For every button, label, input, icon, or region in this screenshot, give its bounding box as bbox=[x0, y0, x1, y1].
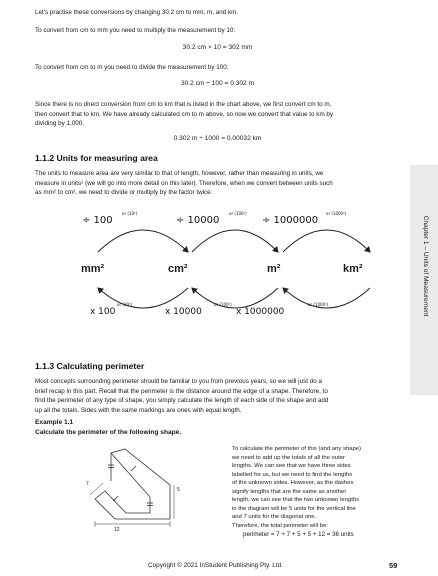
explain-line: we need to add up the totals of all the outer bbox=[232, 454, 345, 461]
unit-cm2: cm² bbox=[168, 263, 188, 275]
area-line-1: The units to measure area are very similar to that of length, however, rather than measuring in units, we bbox=[35, 170, 324, 177]
explain-line: and 7 units for the diagonal one. bbox=[232, 514, 317, 520]
explain-line: in the diagram will be 5 units for the vertical line bbox=[232, 505, 356, 512]
explain-line: of the unknown sides. However, as the dashes bbox=[232, 480, 354, 486]
note-divide-10000: or (100²) bbox=[229, 211, 247, 216]
explain-line: signify lengths that are the same as another bbox=[232, 488, 347, 495]
arrow-mm2-to-cm2 bbox=[98, 230, 188, 252]
note-multiply-1000000: or (1000²) bbox=[308, 302, 329, 307]
arrow-m2-to-cm2 bbox=[192, 288, 278, 308]
label-multiply-10000: x 10000 bbox=[165, 307, 202, 317]
note-divide-1000000: or (1000²) bbox=[326, 211, 347, 216]
unit-m2: m² bbox=[267, 263, 281, 275]
page-number: 59 bbox=[389, 561, 398, 570]
equation-cm-to-mm: 30.2 cm × 10 = 302 mm bbox=[182, 44, 253, 51]
label-multiply-1000000: x 1000000 bbox=[236, 307, 285, 317]
explain-line: Therefore, the total perimeter will be: bbox=[232, 522, 328, 529]
shape-label-vertical: 5 bbox=[177, 487, 180, 493]
perimeter-line-4: up all the totals. Sides with the same markings are ones with equal length. bbox=[35, 406, 242, 414]
explain-line: length, we can see that the two unknown lengths bbox=[232, 497, 360, 503]
perimeter-line-3: find the perimeter of any type of shape, you simply calculate the length of each side of the shape and add bbox=[35, 397, 329, 404]
footer-copyright: Copyright © 2021 InStudent Publishing Pty. Ltd. bbox=[148, 562, 283, 569]
explain-line: lengths. We can see that we have three sides bbox=[232, 463, 351, 469]
shape-outline bbox=[95, 449, 170, 519]
example-explanation bbox=[232, 445, 404, 530]
label-divide-100: ÷ 100 bbox=[82, 215, 113, 226]
chapter-side-tab-label: Chapter 1 – Units of Measurement bbox=[422, 215, 429, 317]
intro-para-line-3: dividing by 1,000. bbox=[35, 120, 85, 127]
intro-line-1: Let's practise these conversions by changing 30.2 cm to mm, m, and km. bbox=[35, 9, 239, 16]
arrow-m2-to-km2 bbox=[283, 230, 370, 252]
note-multiply-10000: or (100²) bbox=[214, 302, 232, 307]
area-line-2: measure in units² (we will go into more detail on this later). Therefore, when we convert between units such bbox=[35, 179, 333, 187]
label-multiply-100: x 100 bbox=[90, 307, 116, 317]
intro-line-3: To convert from cm to m you need to divide the measurement by 100: bbox=[35, 64, 229, 71]
intro-line-2: To convert from cm to mm you need to multiply the measurement by 10: bbox=[35, 27, 236, 34]
label-divide-10000: ÷ 10000 bbox=[176, 215, 220, 226]
equation-cm-to-m: 30.2 cm ÷ 100 = 0.302 m bbox=[180, 80, 255, 87]
example-title: Example 1.1 bbox=[35, 419, 74, 426]
perimeter-line-1: Most concepts surrounding perimeter should be familiar to you from previous years, so we will just do a bbox=[35, 378, 322, 385]
arrow-cm2-to-m2 bbox=[192, 230, 278, 252]
example-answer: perimeter = 7 + 7 + 5 + 5 + 12 = 36 units bbox=[243, 531, 354, 538]
section-heading-perimeter: 1.1.3 Calculating perimeter bbox=[35, 361, 145, 371]
shape-label-diagonal: 7 bbox=[86, 481, 89, 487]
arrow-cm2-to-mm2 bbox=[98, 288, 188, 308]
shape-label-bottom: 12 bbox=[114, 527, 120, 533]
intro-para-line-1: Since there is no direct conversion from cm to km that is listed in the chart above, we first convert cm to m, bbox=[35, 101, 332, 108]
equation-m-to-km: 0.302 m ÷ 1000 = 0.00032 km bbox=[173, 135, 262, 142]
perimeter-line-2: brief recap in this part. Recall that the perimeter is the distance around the edge of a shape. Therefore, to bbox=[35, 387, 328, 395]
example-question: Calculate the perimeter of the following shape. bbox=[35, 429, 182, 436]
intro-para-line-2: then convert that to km. We have already calculated cm to m above, so now we convert that value to km by bbox=[35, 110, 334, 118]
note-divide-100: or (10²) bbox=[122, 211, 138, 216]
unit-km2: km² bbox=[343, 263, 363, 275]
perimeter-shape-diagram bbox=[75, 445, 185, 540]
explain-line: To calculate the perimeter of this (and any shape) bbox=[232, 446, 362, 452]
area-line-3: as mm² to cm², we need to divide or multiply by the factor twice. bbox=[35, 189, 213, 196]
label-divide-1000000: ÷ 1000000 bbox=[262, 215, 319, 226]
note-multiply-100: or (10²) bbox=[117, 302, 133, 307]
section-heading-area: 1.1.2 Units for measuring area bbox=[35, 153, 158, 163]
unit-mm2: mm² bbox=[81, 263, 105, 275]
explain-line: labelled for us, but we need to find the lengths bbox=[232, 471, 353, 478]
